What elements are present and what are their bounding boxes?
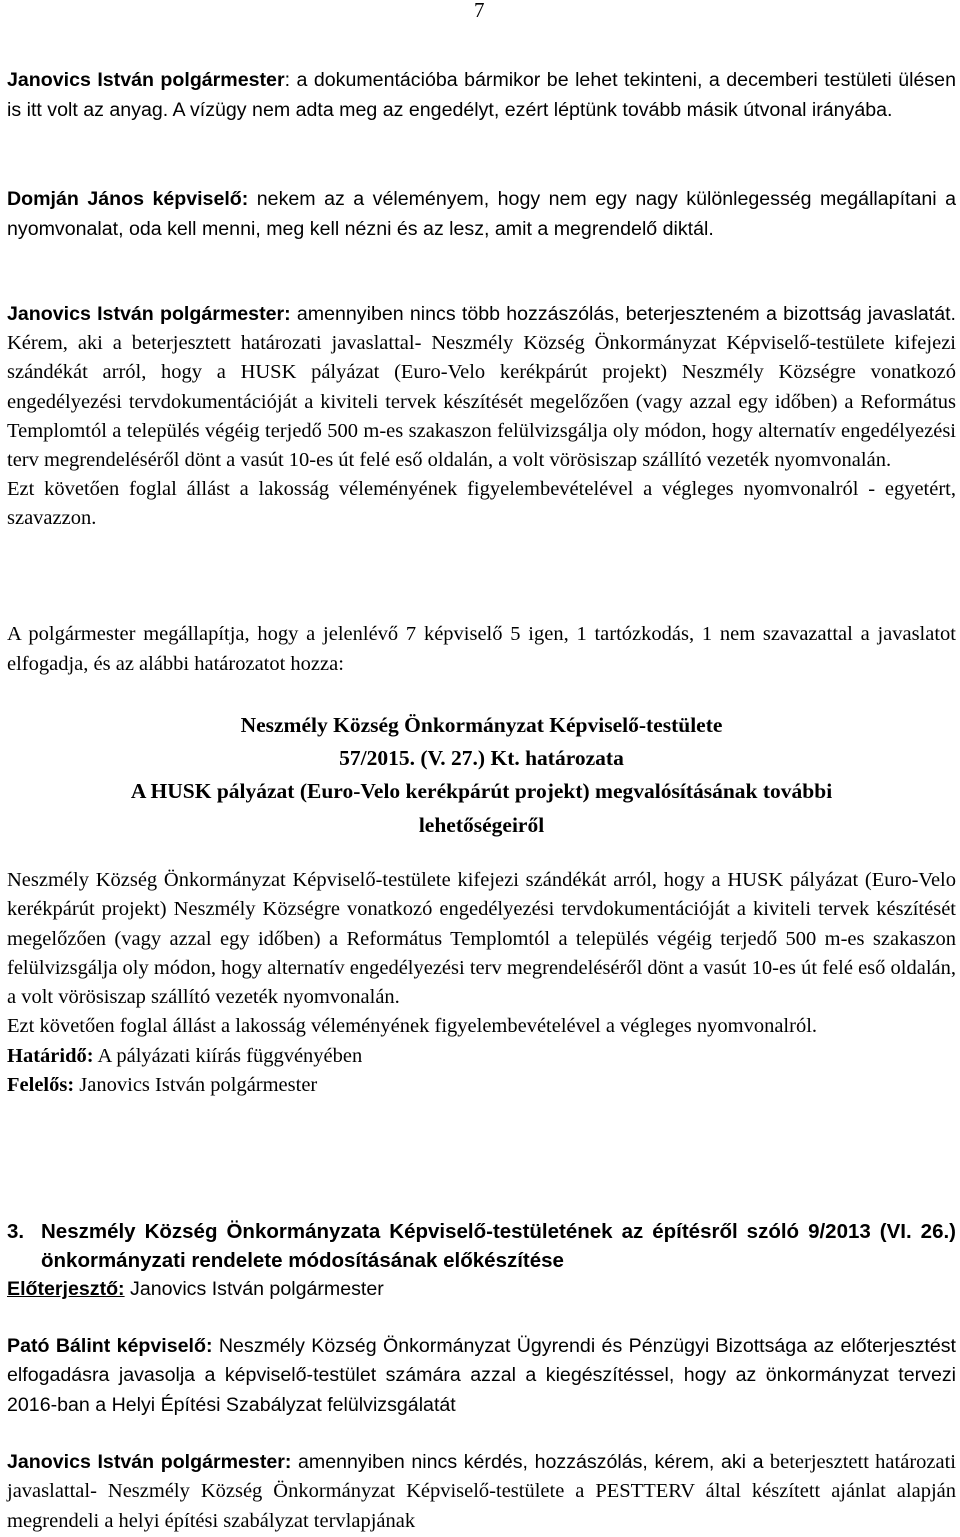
- paragraph-mayor-1: [7, 66, 956, 125]
- paragraph-vote-result: [7, 620, 956, 679]
- paragraph-text: : a dokumentációba bármikor be lehet tekinteni, a decemberi testületi ülésen is itt volt az anyag. A vízügy nem adta meg az engedélyt, ezért léptünk tovább másik útvonal irányába.: [7, 69, 956, 121]
- speaker-label: Janovics István polgármester: [7, 69, 285, 91]
- resolution-title: A HUSK pályázat (Euro-Velo kerékpárút projekt) megvalósításának további: [130, 779, 833, 803]
- paragraph-text: Neszmély Község Önkormányzat Ügyrendi és Pénzügyi Bizottsága az előterjesztést elfogadásra javasolja a képviselő-testület számára azzal a kiegészítéssel, hogy az önkormányzat tervezi 2016-ban a Helyi Építési Szabályzat felülvizsgálatát: [7, 1335, 956, 1416]
- resolution-title-cont: lehetőségeiről: [418, 813, 545, 837]
- deadline-value: A pályázati kiírás függvényében: [93, 1044, 363, 1067]
- paragraph-text: A polgármester megállapítja, hogy a jelenlévő 7 képviselő 5 igen, 1 tartózkodás, 1 nem szavazattal a javaslatot elfogadja, és az alábbi határozatot hozza:: [7, 623, 956, 675]
- paragraph-text-2: Ezt követően foglal állást a lakosság véleményének figyelembevételével a végleges nyomvonalról - egyetért, szavazzon.: [7, 478, 956, 530]
- paragraph-text-2: Ezt követően foglal állást a lakosság véleményének figyelembevételével a végleges nyomvonalról.: [7, 1015, 818, 1038]
- resolution-body-title: Neszmély Község Önkormányzat Képviselő-testülete: [240, 713, 723, 737]
- responsible-value: Janovics István polgármester: [74, 1074, 318, 1097]
- deadline-label: Határidő:: [7, 1044, 94, 1067]
- paragraph-text: Neszmély Község Önkormányzat Képviselő-testülete kifejezi szándékát arról, hogy a HUSK pályázat (Euro-Velo kerékpárút projekt) Neszmély Községre vonatkozó engedélyezési tervdokumentációját a kiviteli tervek készítését megelőzően (vagy azzal egy időben) a Református Templomtól a település végéig terjedő 500 m-es szakaszon felülvizsgálja oly módon, hogy alternatív engedélyezési terv megrendeléséről dönt a vasút 10-es út felé eső oldalán, a volt vörösiszap szállító vezeték nyomvonalán.: [7, 869, 956, 1009]
- resolution-text: [7, 866, 956, 1100]
- agenda-item-3: [7, 1217, 956, 1275]
- resolution-number: 57/2015. (V. 27.) Kt. határozata: [339, 746, 624, 770]
- agenda-item-title: Neszmély Község Önkormányzata Képviselő-testületének az építésről szóló 9/2013 (VI. 26.) önkormányzati rendelete módosításának előkészítése: [41, 1220, 956, 1272]
- presenter-line: [7, 1275, 956, 1304]
- paragraph-text: Kérem, aki a beterjesztett határozati javaslattal- Neszmély Község Önkormányzat Képviselő-testülete kifejezi szándékát arról, hogy a HUSK pályázat (Euro-Velo kerékpárút projekt) Neszmély Községre vonatkozó engedélyezési tervdokumentációját a kiviteli tervek készítését megelőzően (vagy azzal egy időben) a Református Templomtól a település végéig terjedő 500 m-es szakaszon felülvizsgálja oly módon, hogy alternatív engedélyezési terv megrendeléséről dönt a vasút 10-es út felé eső oldalán, a volt vörösiszap szállító vezeték nyomvonalán.: [7, 332, 956, 472]
- paragraph-pato: [7, 1332, 956, 1420]
- presenter-value: Janovics István polgármester: [124, 1278, 384, 1300]
- speaker-label: Janovics István polgármester:: [7, 1451, 292, 1473]
- paragraph-mayor-3: [7, 1448, 956, 1536]
- agenda-item-number: 3.: [7, 1220, 25, 1243]
- paragraph-domjan: [7, 184, 956, 244]
- paragraph-text: beterjesztett határozati javaslattal- Neszmély Község Önkormányzat Képviselő-testülete a PESTTERV által készített ajánlat alapján megrendeli a helyi építési szabályzat tervlapjának: [7, 1451, 956, 1532]
- speaker-label: Domján János képviselő:: [7, 188, 249, 210]
- paragraph-text-sans: amennyiben nincs több hozzászólás, beterjeszteném a bizottság javaslatát.: [290, 303, 957, 325]
- paragraph-text: nekem az a véleményem, hogy nem egy nagy különlegesség megállapítani a nyomvonalat, oda kell menni, meg kell nézni és az lesz, amit a megrendelő diktál.: [7, 188, 956, 240]
- speaker-label: Janovics István polgármester:: [7, 303, 291, 325]
- paragraph-text-sans: amennyiben nincs kérdés, hozzászólás, kérem, aki a: [291, 1451, 764, 1473]
- speaker-label: Pató Bálint képviselő:: [7, 1335, 213, 1357]
- responsible-label: Felelős:: [7, 1074, 75, 1097]
- page-number: 7: [474, 0, 485, 22]
- presenter-label: Előterjesztő:: [7, 1278, 125, 1300]
- paragraph-mayor-2: [7, 300, 956, 534]
